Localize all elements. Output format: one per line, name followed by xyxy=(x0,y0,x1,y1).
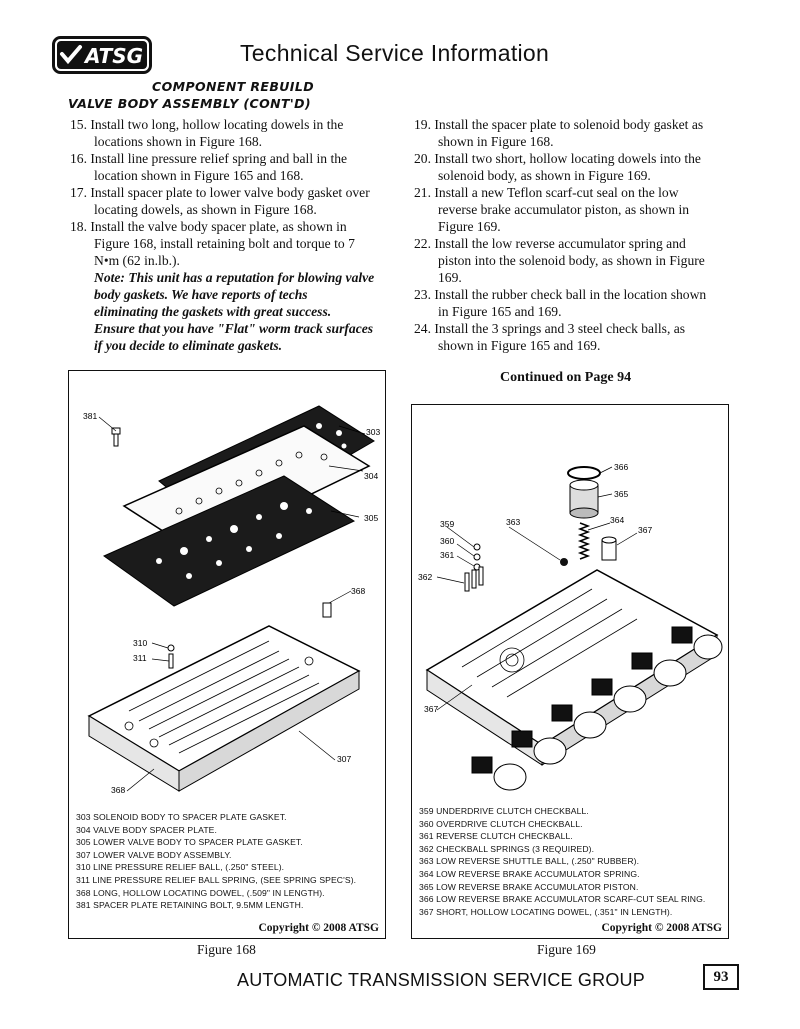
legend-item: 311 LINE PRESSURE RELIEF BALL SPRING, (SEE SPRING SPEC'S). xyxy=(76,874,357,885)
relief-ball-spring xyxy=(168,645,174,668)
legend-item: 310 LINE PRESSURE RELIEF BALL, (.250" STEEL). xyxy=(76,862,285,873)
page-number: 93 xyxy=(703,964,739,990)
legend-item: 365 LOW REVERSE BRAKE ACCUMULATOR PISTON. xyxy=(419,881,639,892)
atsg-logo xyxy=(52,36,152,74)
callout-381: 381 xyxy=(83,411,98,421)
section-heading: COMPONENT REBUILD xyxy=(152,79,315,94)
step-24: 24. Install the 3 springs and 3 steel check balls, as shown in Figure 165 and 169. xyxy=(414,321,686,353)
callout-361: 361 xyxy=(440,550,455,560)
step-21: 21. Install a new Teflon scarf-cut seal on the low reverse brake accumulator piston, as shown in Figure 169. xyxy=(414,185,690,234)
left-column xyxy=(70,116,375,354)
step-22: 22. Install the low reverse accumulator spring and piston into the solenoid body, as shown in Figure 169. xyxy=(414,236,705,285)
callout-305: 305 xyxy=(364,513,379,523)
right-column xyxy=(414,116,716,354)
step-17: 17. Install spacer plate to lower valve body gasket over locating dowels, as shown in Figure 168. xyxy=(70,185,370,217)
short-dowel-367 xyxy=(602,537,616,560)
callout-363: 363 xyxy=(506,517,521,527)
figure-169-illustration xyxy=(412,405,728,805)
step-18: 18. Install the valve body spacer plate, as shown in Figure 168, install retaining bolt and torque to 7 N•m (62 in.lb.). xyxy=(70,219,355,268)
figure-168-illustration xyxy=(69,371,385,801)
accumulator-piston-365 xyxy=(570,480,598,518)
section-subheading: VALVE BODY ASSEMBLY (CONT'D) xyxy=(68,96,312,111)
legend-item: 359 UNDERDRIVE CLUTCH CHECKBALL. xyxy=(419,806,589,816)
step-16: 16. Install line pressure relief spring and ball in the location shown in Figure 165 and 168. xyxy=(70,151,348,183)
step-20: 20. Install two short, hollow locating dowels into the solenoid body, as shown in Figure 169. xyxy=(414,151,701,183)
accumulator-spring-364 xyxy=(580,523,588,559)
callout-304: 304 xyxy=(364,471,379,481)
callout-364: 364 xyxy=(610,515,625,525)
locating-dowel-368 xyxy=(323,603,331,617)
checkball-springs-362 xyxy=(465,567,483,591)
gasket-note: Note: This unit has a reputation for blowing valve body gaskets. We have reports of techs eliminating the gaskets with great success. Ensure that you have "Flat" worm track surfaces if you decide to eliminate gaskets. xyxy=(94,270,375,353)
figure-168 xyxy=(68,370,386,939)
callout-307: 307 xyxy=(337,754,352,764)
legend-item: 360 OVERDRIVE CLUTCH CHECKBALL. xyxy=(419,818,583,829)
figure-169 xyxy=(411,404,729,939)
callout-360: 360 xyxy=(440,536,455,546)
callout-366: 366 xyxy=(614,462,629,472)
callout-311: 311 xyxy=(133,653,147,663)
legend-item: 367 SHORT, HOLLOW LOCATING DOWEL, (.351" IN LENGTH). xyxy=(419,906,673,917)
callout-365: 365 xyxy=(614,489,629,499)
shuttle-ball-363 xyxy=(560,558,568,566)
scarf-cut-seal-366 xyxy=(568,467,600,479)
page-title: Technical Service Information xyxy=(240,40,550,66)
legend-item: 366 LOW REVERSE BRAKE ACCUMULATOR SCARF-CUT SEAL RING. xyxy=(419,894,706,905)
logo-text: ATSG xyxy=(85,44,144,68)
callout-310: 310 xyxy=(133,638,148,648)
figure-168-legend xyxy=(76,811,356,912)
step-19: 19. Install the spacer plate to solenoid body gasket as shown in Figure 168. xyxy=(414,117,704,149)
legend-item: 305 LOWER VALVE BODY TO SPACER PLATE GASKET. xyxy=(76,837,303,848)
legend-item: 381 SPACER PLATE RETAINING BOLT, 9.5MM LENGTH. xyxy=(76,900,304,911)
legend-item: 304 VALVE BODY SPACER PLATE. xyxy=(76,824,217,835)
legend-item: 361 REVERSE CLUTCH CHECKBALL. xyxy=(419,831,573,842)
legend-item: 303 SOLENOID BODY TO SPACER PLATE GASKET. xyxy=(76,812,287,822)
legend-item: 363 LOW REVERSE SHUTTLE BALL, (.250" RUBBER). xyxy=(419,856,640,867)
callout-303: 303 xyxy=(366,427,381,437)
callout-367-upper: 367 xyxy=(638,525,653,535)
legend-item: 362 CHECKBALL SPRINGS (3 REQUIRED). xyxy=(419,843,595,854)
footer-text: AUTOMATIC TRANSMISSION SERVICE GROUP xyxy=(237,970,645,990)
callout-362: 362 xyxy=(418,572,433,582)
checkballs xyxy=(474,544,480,570)
step-15: 15. Install two long, hollow locating dowels in the locations shown in Figure 168. xyxy=(70,117,344,149)
figure-169-caption: Figure 169 xyxy=(537,942,596,957)
callout-359: 359 xyxy=(440,519,455,529)
callout-367-lower: 367 xyxy=(424,704,439,714)
legend-item: 364 LOW REVERSE BRAKE ACCUMULATOR SPRING. xyxy=(419,868,640,879)
step-23: 23. Install the rubber check ball in the location shown in Figure 165 and 169. xyxy=(414,287,707,319)
figure-168-copyright: Copyright © 2008 ATSG xyxy=(258,922,379,934)
figure-169-copyright: Copyright © 2008 ATSG xyxy=(601,922,722,934)
lower-valve-body-307 xyxy=(89,626,359,791)
legend-item: 368 LONG, HOLLOW LOCATING DOWEL, (.509" IN LENGTH). xyxy=(76,887,325,898)
callout-368-upper: 368 xyxy=(351,586,366,596)
legend-item: 307 LOWER VALVE BODY ASSEMBLY. xyxy=(76,849,232,860)
figure-169-legend xyxy=(419,805,705,918)
figure-168-caption: Figure 168 xyxy=(197,942,256,957)
callout-368-lower: 368 xyxy=(111,785,126,795)
continued-note: Continued on Page 94 xyxy=(500,370,632,385)
